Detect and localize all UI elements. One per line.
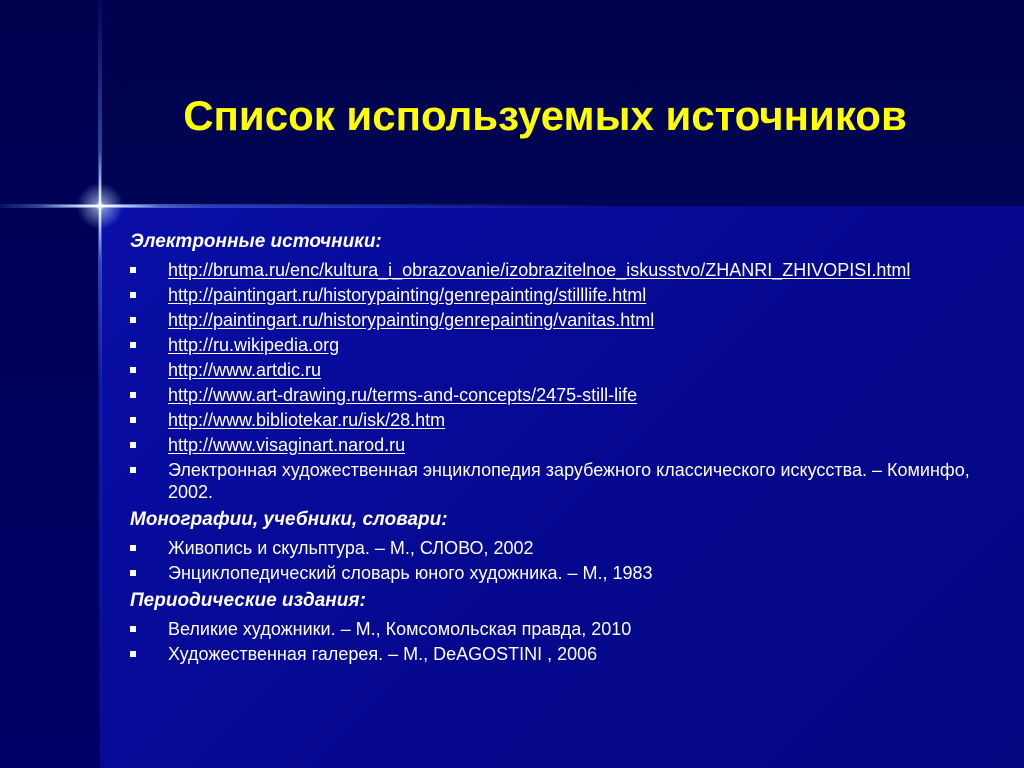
square-bullet-icon [130, 392, 136, 398]
source-text: Электронная художественная энциклопедия зарубежного классического искусства. – Коминфо, 2002. [168, 460, 970, 502]
source-text: Энциклопедический словарь юного художника. – М., 1983 [168, 563, 653, 583]
source-link[interactable]: http://www.artdic.ru [168, 360, 322, 380]
source-link[interactable]: http://www.art-drawing.ru/terms-and-concepts/2475-still-life [168, 385, 638, 405]
source-link[interactable]: http://paintingart.ru/historypainting/genrepainting/vanitas.html [168, 310, 655, 330]
list-item [130, 359, 970, 381]
square-bullet-icon [130, 545, 136, 551]
section-heading-electronic: Электронные источники: [130, 231, 382, 252]
source-link[interactable]: http://paintingart.ru/historypainting/genrepainting/stilllife.html [168, 285, 647, 305]
list-item [130, 334, 970, 356]
source-link[interactable]: http://www.visaginart.narod.ru [168, 435, 406, 455]
background-left-panel [0, 0, 100, 768]
source-link[interactable]: http://bruma.ru/enc/kultura_i_obrazovanie/izobrazitelnoe_iskusstvo/ZHANRI_ZHIVOPISI.html [168, 260, 911, 280]
list-item [130, 643, 970, 665]
list-item [130, 384, 970, 406]
list-item [130, 562, 970, 584]
square-bullet-icon [130, 317, 136, 323]
square-bullet-icon [130, 570, 136, 576]
list-item [130, 259, 970, 281]
list-item [130, 284, 970, 306]
square-bullet-icon [130, 267, 136, 273]
list-item [130, 618, 970, 640]
square-bullet-icon [130, 417, 136, 423]
sources-list [130, 228, 970, 668]
square-bullet-icon [130, 367, 136, 373]
list-item [130, 409, 970, 431]
square-bullet-icon [130, 442, 136, 448]
source-link[interactable]: http://www.bibliotekar.ru/isk/28.htm [168, 410, 446, 430]
section-heading-monographs: Монографии, учебники, словари: [130, 509, 448, 530]
square-bullet-icon [130, 342, 136, 348]
square-bullet-icon [130, 651, 136, 657]
slide-title: Список используемых источников [183, 92, 907, 139]
section-heading-periodicals: Периодические издания: [130, 590, 366, 611]
square-bullet-icon [130, 467, 136, 473]
source-text: Великие художники. – М., Комсомольская правда, 2010 [168, 619, 632, 639]
source-text: Художественная галерея. – М., DeAGOSTINI , 2006 [168, 644, 598, 664]
sparkle-horizontal-ray [40, 205, 160, 207]
list-item [130, 459, 970, 503]
square-bullet-icon [130, 292, 136, 298]
list-item [130, 309, 970, 331]
list-item [130, 434, 970, 456]
list-item [130, 537, 970, 559]
source-link[interactable]: http://ru.wikipedia.org [168, 335, 340, 355]
square-bullet-icon [130, 626, 136, 632]
source-text: Живопись и скульптура. – М., СЛОВО, 2002 [168, 538, 534, 558]
